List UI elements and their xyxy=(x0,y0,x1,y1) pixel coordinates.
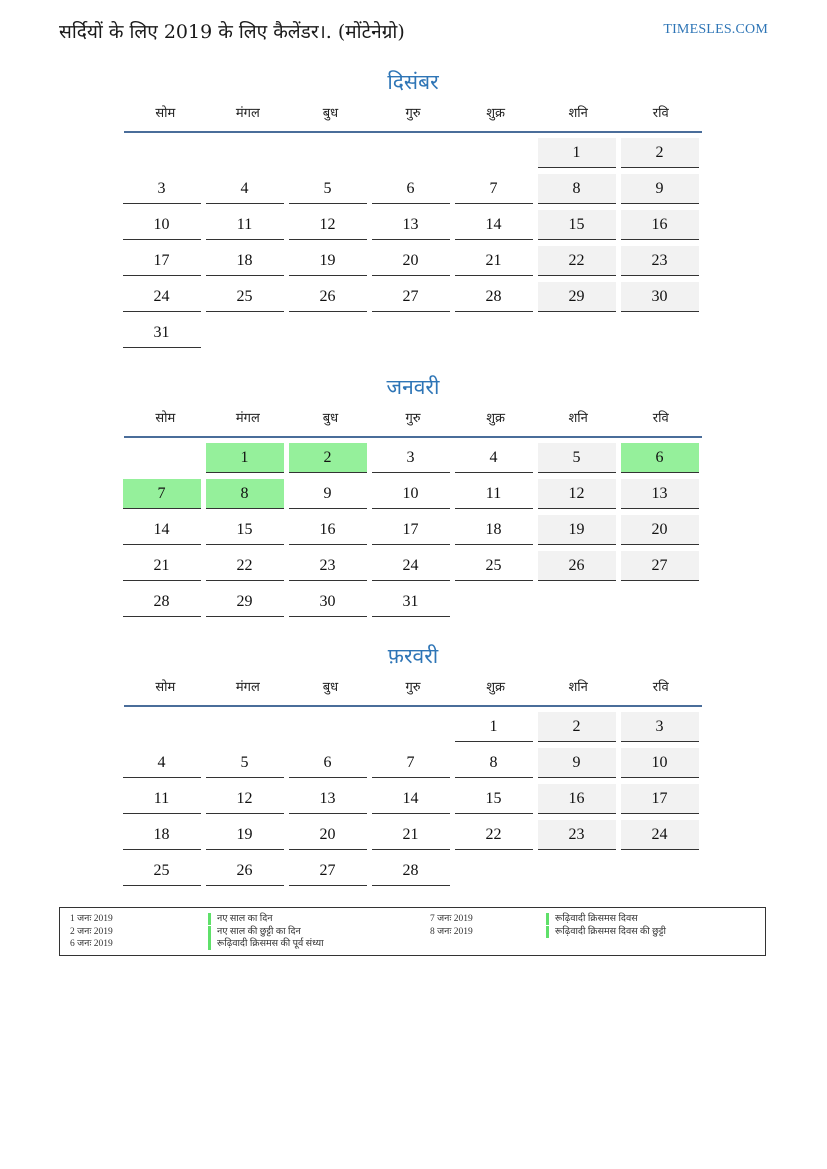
day-cell: 9 xyxy=(621,174,699,204)
weekday-label: सोम xyxy=(155,106,176,121)
day-cell: 27 xyxy=(621,551,699,581)
day-cell: 17 xyxy=(621,784,699,814)
day-cell: 14 xyxy=(455,210,533,240)
day-cell: 28 xyxy=(455,282,533,312)
empty-day-cell xyxy=(372,318,450,348)
day-cell: 5 xyxy=(538,443,616,473)
day-cell: 18 xyxy=(123,820,201,850)
weekday-header xyxy=(124,99,702,133)
day-cell: 29 xyxy=(538,282,616,312)
day-cell: 2 xyxy=(289,443,367,473)
day-cell: 12 xyxy=(289,210,367,240)
day-cell: 8 xyxy=(455,748,533,778)
week-row xyxy=(120,818,706,854)
week-row xyxy=(120,136,706,172)
day-cell: 5 xyxy=(206,748,284,778)
day-cell: 22 xyxy=(206,551,284,581)
day-cell: 2 xyxy=(538,712,616,742)
weekday-label: बुध xyxy=(322,680,339,695)
weekday-label: रवि xyxy=(652,411,669,426)
day-cell: 31 xyxy=(372,587,450,617)
day-cell: 25 xyxy=(123,856,201,886)
day-cell: 10 xyxy=(123,210,201,240)
week-row xyxy=(120,244,706,280)
day-cell: 23 xyxy=(289,551,367,581)
day-cell: 18 xyxy=(206,246,284,276)
day-cell: 6 xyxy=(621,443,699,473)
day-cell: 25 xyxy=(206,282,284,312)
day-cell: 27 xyxy=(289,856,367,886)
weekday-header xyxy=(124,404,702,438)
empty-day-cell xyxy=(621,587,699,617)
week-row xyxy=(120,513,706,549)
weekday-label: सोम xyxy=(155,680,176,695)
day-cell: 8 xyxy=(538,174,616,204)
day-cell: 7 xyxy=(455,174,533,204)
month-title: जनवरी xyxy=(386,375,440,399)
weekday-label: रवि xyxy=(652,106,669,121)
day-cell: 10 xyxy=(621,748,699,778)
weekday-label: शुक्र xyxy=(486,106,506,121)
day-cell: 1 xyxy=(538,138,616,168)
week-row xyxy=(120,746,706,782)
weekday-label: बुध xyxy=(322,411,339,426)
empty-day-cell xyxy=(455,587,533,617)
day-cell: 29 xyxy=(206,587,284,617)
week-row xyxy=(120,710,706,746)
day-cell: 13 xyxy=(621,479,699,509)
legend-date: 1 जनः 2019 xyxy=(70,914,113,924)
week-row xyxy=(120,477,706,513)
week-row xyxy=(120,549,706,585)
day-cell: 22 xyxy=(538,246,616,276)
day-cell: 14 xyxy=(372,784,450,814)
day-cell: 1 xyxy=(206,443,284,473)
weekday-label: शनि xyxy=(568,680,588,695)
day-cell: 6 xyxy=(372,174,450,204)
empty-day-cell xyxy=(538,587,616,617)
empty-day-cell xyxy=(621,856,699,886)
day-cell: 15 xyxy=(538,210,616,240)
month-block xyxy=(120,65,706,352)
day-cell: 13 xyxy=(289,784,367,814)
empty-day-cell xyxy=(455,856,533,886)
weekday-label: शनि xyxy=(568,411,588,426)
page-title: सर्दियों के लिए 2019 के लिए कैलेंडर।. (मोंटेनेग्रो) xyxy=(59,21,405,43)
day-cell: 11 xyxy=(123,784,201,814)
day-cell: 9 xyxy=(289,479,367,509)
week-row xyxy=(120,854,706,890)
week-row xyxy=(120,208,706,244)
day-cell: 23 xyxy=(538,820,616,850)
day-cell: 19 xyxy=(538,515,616,545)
day-cell: 28 xyxy=(372,856,450,886)
empty-day-cell xyxy=(206,318,284,348)
day-cell: 8 xyxy=(206,479,284,509)
day-cell: 17 xyxy=(123,246,201,276)
day-cell: 1 xyxy=(455,712,533,742)
day-cell: 7 xyxy=(123,479,201,509)
day-cell: 26 xyxy=(289,282,367,312)
day-cell: 7 xyxy=(372,748,450,778)
day-cell: 11 xyxy=(206,210,284,240)
week-row xyxy=(120,172,706,208)
week-row xyxy=(120,316,706,352)
weekday-label: शुक्र xyxy=(486,680,506,695)
weekday-label: सोम xyxy=(155,411,176,426)
week-row xyxy=(120,585,706,621)
day-cell: 10 xyxy=(372,479,450,509)
day-cell: 15 xyxy=(455,784,533,814)
legend-holiday-name: नए साल की छुट्टी का दिन xyxy=(208,926,301,938)
day-cell: 24 xyxy=(372,551,450,581)
legend-holiday-name: रूढ़िवादी क्रिसमस दिवस की छुट्टी xyxy=(546,926,666,938)
day-cell: 5 xyxy=(289,174,367,204)
week-row xyxy=(120,441,706,477)
weekday-label: शनि xyxy=(568,106,588,121)
weekday-header xyxy=(124,673,702,707)
day-cell: 4 xyxy=(123,748,201,778)
empty-day-cell xyxy=(621,318,699,348)
day-cell: 20 xyxy=(372,246,450,276)
month-title: फ़रवरी xyxy=(387,644,439,668)
holiday-legend xyxy=(59,907,766,956)
day-cell: 26 xyxy=(206,856,284,886)
day-cell: 3 xyxy=(621,712,699,742)
day-cell: 15 xyxy=(206,515,284,545)
weekday-label: गुरु xyxy=(405,106,421,121)
day-cell: 3 xyxy=(123,174,201,204)
empty-day-cell xyxy=(123,443,201,473)
day-cell: 31 xyxy=(123,318,201,348)
month-block xyxy=(120,639,706,890)
day-cell: 12 xyxy=(538,479,616,509)
empty-day-cell xyxy=(123,712,201,742)
empty-day-cell xyxy=(538,856,616,886)
day-cell: 22 xyxy=(455,820,533,850)
legend-date: 7 जनः 2019 xyxy=(430,914,473,924)
day-cell: 28 xyxy=(123,587,201,617)
empty-day-cell xyxy=(289,138,367,168)
day-cell: 21 xyxy=(455,246,533,276)
day-cell: 24 xyxy=(621,820,699,850)
day-cell: 23 xyxy=(621,246,699,276)
weekday-label: गुरु xyxy=(405,680,421,695)
day-cell: 16 xyxy=(289,515,367,545)
day-cell: 21 xyxy=(123,551,201,581)
day-cell: 19 xyxy=(206,820,284,850)
legend-date: 8 जनः 2019 xyxy=(430,926,473,937)
day-cell: 30 xyxy=(289,587,367,617)
day-cell: 20 xyxy=(289,820,367,850)
day-cell: 3 xyxy=(372,443,450,473)
day-cell: 9 xyxy=(538,748,616,778)
day-cell: 2 xyxy=(621,138,699,168)
day-cell: 12 xyxy=(206,784,284,814)
day-cell: 25 xyxy=(455,551,533,581)
weekday-label: शुक्र xyxy=(486,411,506,426)
weekday-label: मंगल xyxy=(235,680,260,695)
day-cell: 18 xyxy=(455,515,533,545)
day-cell: 16 xyxy=(538,784,616,814)
day-cell: 27 xyxy=(372,282,450,312)
day-cell: 19 xyxy=(289,246,367,276)
weekday-label: गुरु xyxy=(405,411,421,426)
day-cell: 4 xyxy=(455,443,533,473)
day-cell: 14 xyxy=(123,515,201,545)
empty-day-cell xyxy=(372,712,450,742)
day-cell: 20 xyxy=(621,515,699,545)
legend-date: 6 जनः 2019 xyxy=(70,939,113,949)
legend-holiday-name: नए साल का दिन xyxy=(208,913,273,925)
legend-date: 2 जनः 2019 xyxy=(70,926,113,937)
day-cell: 21 xyxy=(372,820,450,850)
empty-day-cell xyxy=(289,318,367,348)
day-cell: 16 xyxy=(621,210,699,240)
empty-day-cell xyxy=(538,318,616,348)
empty-day-cell xyxy=(372,138,450,168)
day-cell: 13 xyxy=(372,210,450,240)
weekday-label: रवि xyxy=(652,680,669,695)
empty-day-cell xyxy=(123,138,201,168)
day-cell: 30 xyxy=(621,282,699,312)
weekday-label: मंगल xyxy=(235,106,260,121)
weekday-label: मंगल xyxy=(235,411,260,426)
day-cell: 26 xyxy=(538,551,616,581)
day-cell: 11 xyxy=(455,479,533,509)
empty-day-cell xyxy=(455,138,533,168)
month-block xyxy=(120,370,706,621)
weekday-label: बुध xyxy=(322,106,339,121)
day-cell: 6 xyxy=(289,748,367,778)
site-link[interactable]: TIMESLES.COM xyxy=(663,22,768,37)
week-row xyxy=(120,280,706,316)
empty-day-cell xyxy=(206,712,284,742)
day-cell: 4 xyxy=(206,174,284,204)
day-cell: 24 xyxy=(123,282,201,312)
week-row xyxy=(120,782,706,818)
empty-day-cell xyxy=(289,712,367,742)
day-cell: 17 xyxy=(372,515,450,545)
empty-day-cell xyxy=(206,138,284,168)
legend-holiday-name: रूढ़िवादी क्रिसमस दिवस xyxy=(546,913,638,925)
empty-day-cell xyxy=(455,318,533,348)
month-title: दिसंबर xyxy=(387,70,439,94)
legend-holiday-name: रूढ़िवादी क्रिसमस की पूर्व संध्या xyxy=(208,938,324,950)
